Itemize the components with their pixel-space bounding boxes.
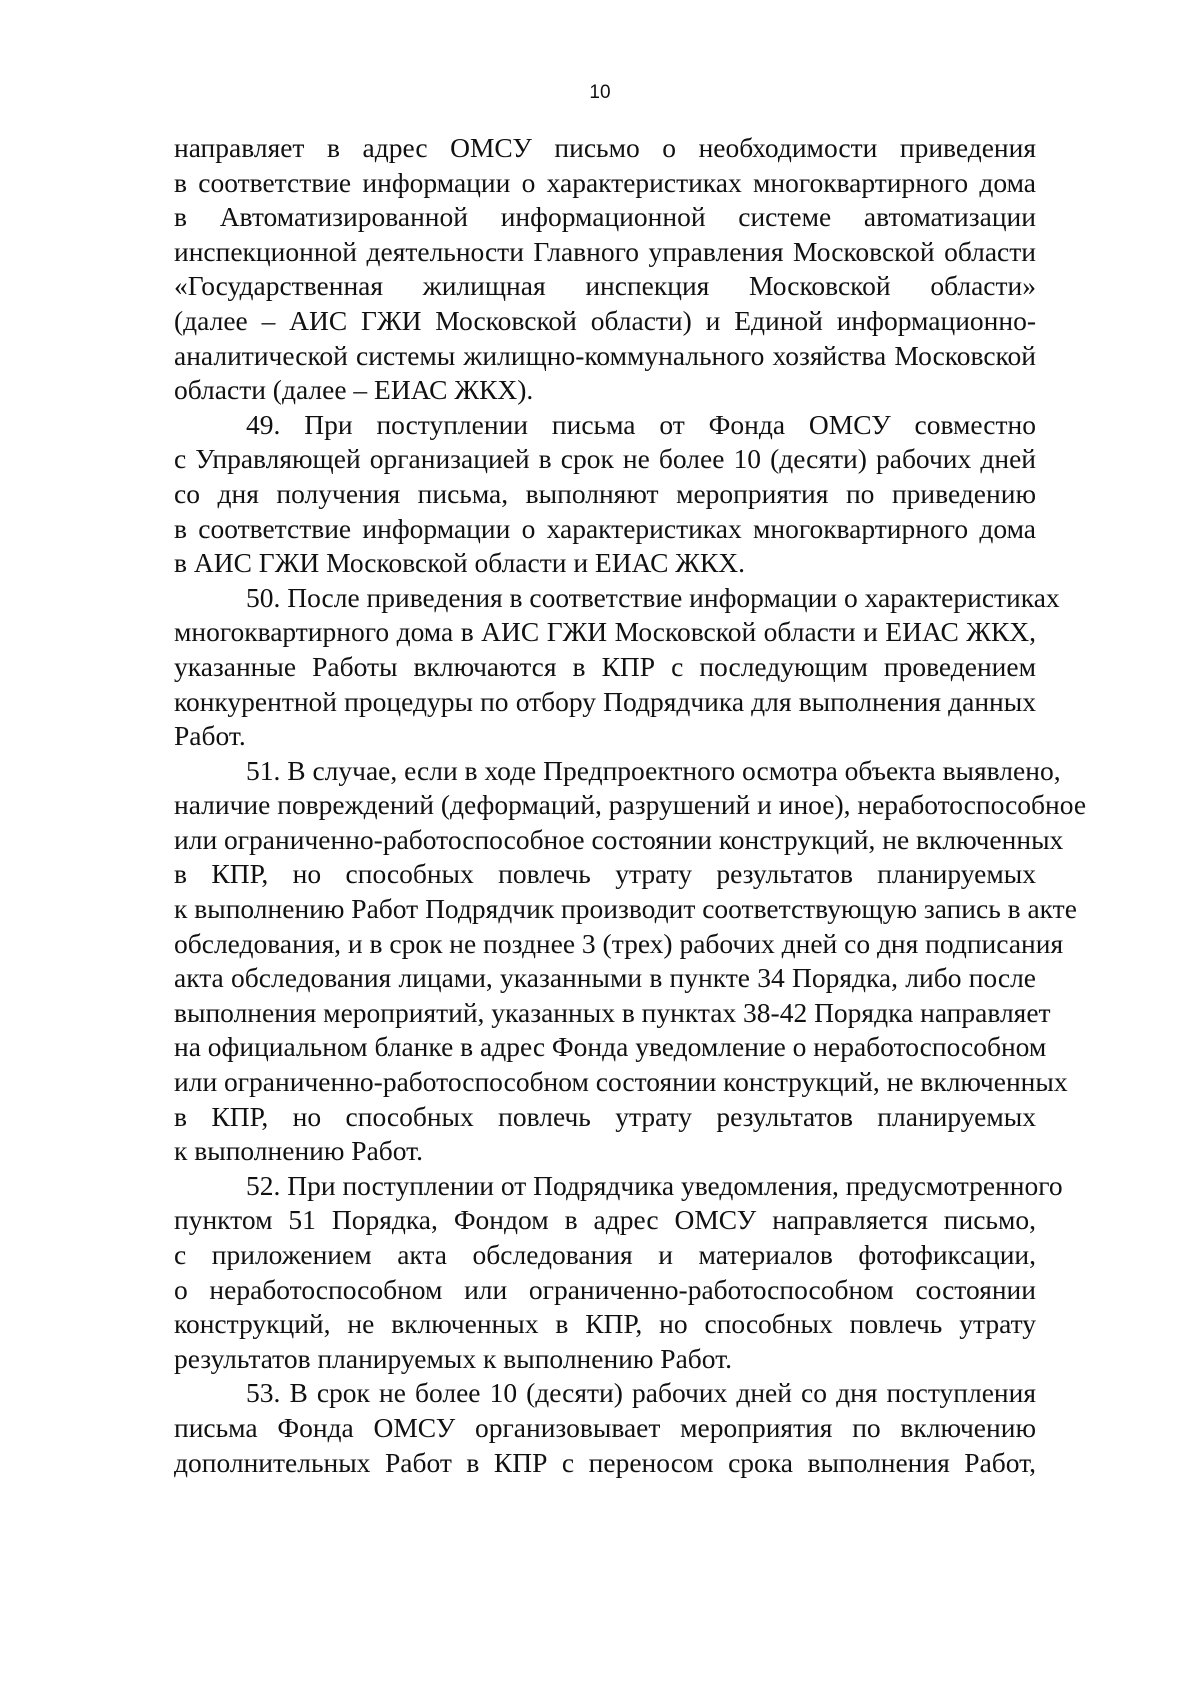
text-line: наличие повреждений (деформаций, разрушений и иное), неработоспособное (174, 789, 1087, 821)
paragraph-continuation (174, 131, 1036, 408)
text-line: Работ. (174, 720, 246, 752)
text-line: 50. После приведения в соответствие информации о характеристиках (246, 581, 1060, 613)
text-line: в соответствие информации о характеристиках многоквартирного дома (174, 512, 1036, 544)
page-number: 10 (589, 82, 611, 103)
text-line: в КПР, но способных повлечь утрату результатов планируемых (174, 1100, 1036, 1132)
text-line: или ограниченно-работоспособное состоянии конструкций, не включенных (174, 823, 1064, 855)
text-line: письма Фонда ОМСУ организовывает мероприятия по включению (174, 1411, 1036, 1443)
text-line: аналитической системы жилищно-коммунального хозяйства Московской (174, 339, 1036, 371)
text-line: к выполнению Работ. (174, 1135, 424, 1167)
text-line: 49. При поступлении письма от Фонда ОМСУ совместно (246, 408, 1036, 440)
text-line: о неработоспособном или ограниченно-работоспособном состоянии (174, 1273, 1036, 1305)
text-line: со дня получения письма, выполняют мероприятия по приведению (174, 477, 1036, 509)
text-line: (далее – АИС ГЖИ Московской области) и Единой информационно- (174, 304, 1036, 336)
text-line: или ограниченно-работоспособном состоянии конструкций, не включенных (174, 1066, 1068, 1098)
text-line: с приложением акта обследования и материалов фотофиксации, (174, 1239, 1036, 1270)
text-line: с Управляющей организацией в срок не более 10 (десяти) рабочих дней (174, 443, 1036, 475)
text-line: на официальном бланке в адрес Фонда уведомление о неработоспособном (174, 1031, 1047, 1063)
text-line: в КПР, но способных повлечь утрату результатов планируемых (174, 858, 1036, 890)
text-line: в АИС ГЖИ Московской области и ЕИАС ЖКХ. (174, 547, 746, 579)
paragraph-50 (174, 581, 1060, 754)
text-line: конструкций, не включенных в КПР, но способных повлечь утрату (174, 1308, 1036, 1340)
text-line: обследования, и в срок не позднее 3 (трех) рабочих дней со дня подписания (174, 927, 1064, 959)
text-line: направляет в адрес ОМСУ письмо о необходимости приведения (174, 132, 1036, 163)
text-line: указанные Работы включаются в КПР с последующим проведением (174, 650, 1036, 682)
text-line: в соответствие информации о характеристиках многоквартирного дома (174, 166, 1036, 198)
text-line: 53. В срок не более 10 (десяти) рабочих дней со дня поступления (246, 1377, 1036, 1409)
document-body (174, 131, 1087, 1480)
text-line: к выполнению Работ Подрядчик производит соответствующую запись в акте (174, 893, 1077, 925)
paragraph-51 (174, 754, 1087, 1169)
paragraph-53 (174, 1376, 1036, 1480)
text-line: области (далее – ЕИАС ЖКХ). (174, 374, 534, 406)
text-line: «Государственная жилищная инспекция Московской области» (174, 270, 1036, 302)
paragraph-49 (174, 408, 1036, 581)
text-line: дополнительных Работ в КПР с переносом срока выполнения Работ, (174, 1446, 1036, 1478)
text-line: многоквартирного дома в АИС ГЖИ Московской области и ЕИАС ЖКХ, (174, 616, 1036, 648)
text-line: выполнения мероприятий, указанных в пунктах 38-42 Порядка направляет (174, 996, 1051, 1028)
text-line: инспекционной деятельности Главного управления Московской области (174, 235, 1036, 267)
text-line: в Автоматизированной информационной системе автоматизации (174, 201, 1036, 233)
paragraph-52 (174, 1169, 1063, 1377)
text-line: акта обследования лицами, указанными в пункте 34 Порядка, либо после (174, 962, 1036, 994)
text-line: результатов планируемых к выполнению Работ. (174, 1342, 733, 1374)
text-line: пунктом 51 Порядка, Фондом в адрес ОМСУ направляется письмо, (174, 1204, 1036, 1236)
text-line: 52. При поступлении от Подрядчика уведомления, предусмотренного (246, 1169, 1063, 1201)
text-line: 51. В случае, если в ходе Предпроектного осмотра объекта выявлено, (246, 754, 1061, 786)
text-line: конкурентной процедуры по отбору Подрядчика для выполнения данных (174, 685, 1036, 717)
